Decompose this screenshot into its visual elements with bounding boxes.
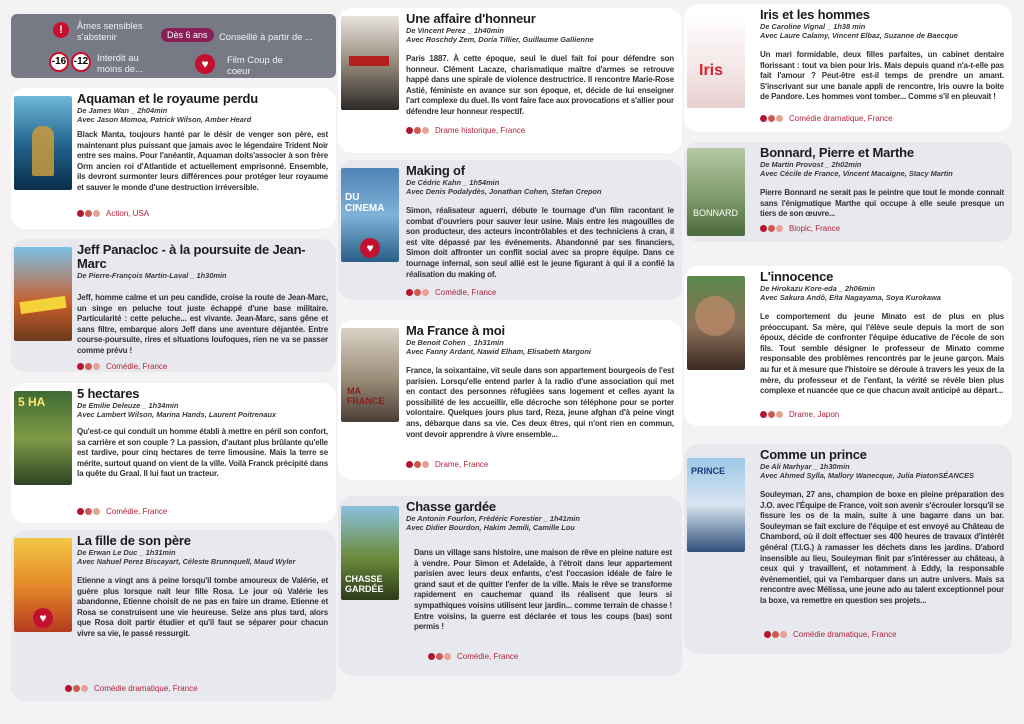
- genre-row: [760, 224, 840, 233]
- rating-dots: [65, 685, 88, 692]
- legend-sensitive: Âmes sensibles s'abstenir: [77, 20, 143, 42]
- movie-genre: Comédie, France: [106, 507, 168, 516]
- movie-title: Bonnard, Pierre et Marthe: [760, 145, 914, 160]
- rating-dots: [77, 363, 100, 370]
- movie-cast: Avec Sakura Andô, Eita Nagayama, Soya Kurokawa: [760, 293, 941, 302]
- genre-row: [65, 684, 198, 693]
- movie-synopsis: Le comportement du jeune Minato est de plus en plus préoccupant. Sa mère, qui l'élève seule depuis la mort de son époux, décide de confronter l'équipe éducative de l'école de son fils. Tout semble désigner le professeur de Minato comme responsable des problèmes rencontrés par le jeune garçon. Mais au fur et à mesure que l'histoire se déroule à travers les yeux de la mère, du professeur et de l'enfant, la vérité se révèle bien plus complexe et nuancée que ce que chacun avait anticipé au départ...: [760, 312, 1004, 396]
- movie-synopsis: Qu'est-ce qui conduit un homme établi à mettre en péril son confort, sa carrière et son couple ? La passion, d'autant plus brûlante qu'elle est tardive, pour cinq hectares de terre limousine. Mais la terre se mérite, surtout quand on vient de la ville. Voilà Franck précipité dans la quête du Graal. Il lui faut un tracteur.: [77, 427, 328, 479]
- movie-genre: Drame, France: [435, 460, 489, 469]
- movie-card[interactable]: [338, 496, 682, 676]
- movie-cast: Avec Fanny Ardant, Nawid Elham, Elisabeth Margoni: [406, 347, 591, 356]
- poster-image: Iris: [687, 14, 745, 108]
- age-12-badge: -12: [71, 52, 91, 72]
- movie-card[interactable]: [11, 383, 336, 523]
- movie-title: 5 hectares: [77, 386, 140, 401]
- rating-dots: [760, 411, 783, 418]
- movie-card[interactable]: [11, 88, 336, 229]
- poster-image: [341, 16, 399, 110]
- movie-synopsis: Simon, réalisateur aguerri, débute le tournage d'un film racontant le combat d'ouvriers pour sauver leur usine. Mais entre les magouilles de son producteur, des acteurs incontrôlables et des techniciens à cran, il est vite dépassé par les événements. Abandonné par ses financiers, Simon doit affronter un conflit social avec sa propre équipe. Dans ce tournage infernal, son seul allié est le jeune figurant à qui il a confié la réalisation du making of.: [406, 206, 674, 279]
- genre-row: [764, 630, 897, 639]
- movie-card[interactable]: [684, 142, 1012, 242]
- movie-title: Making of: [406, 163, 465, 178]
- movie-synopsis: France, la soixantaine, vit seule dans son appartement bourgeois de l'est parisien. Lorsqu'elle entend parler à la radio d'une association qui met en contact des personnes réfugiées sans logement et celles ayant la possibilité de les accueillir, elle décroche son téléphone pour se porter volontaire. Quelques jours plus tard, Reza, jeune afghan d'à peine vingt ans, débarque dans sa vie. Ces deux êtres, qui n'ont rien en commun, vont devoir apprendre à vivre ensemble...: [406, 366, 674, 439]
- movie-card[interactable]: [11, 530, 336, 701]
- movie-card[interactable]: [11, 239, 336, 372]
- movie-title: L'innocence: [760, 269, 834, 284]
- poster-image: CHASSE GARDÉE: [341, 506, 399, 600]
- movie-director: De James Wan _ 2h04min: [77, 106, 168, 115]
- poster-image: [14, 538, 72, 632]
- movie-cast: Avec Lambert Wilson, Marina Hands, Laurent Poitrenaux: [77, 410, 277, 419]
- movie-synopsis: Pierre Bonnard ne serait pas le peintre que tout le monde connait sans l'énigmatique Marthe qui occupe à elle seule presque un tiers de son œuvre...: [760, 188, 1004, 219]
- poster-image: BONNARD: [687, 148, 745, 236]
- movie-synopsis: Un mari formidable, deux filles parfaites, un cabinet dentaire florissant : tout va bien pour Iris. Mais depuis quand n'a-t-elle pas fait l'amour ? Peut-être est-il temps de prendre un amant. S'inscrivant sur une banale appli de rencontre, Iris ouvre la boite de Pandore. Les hommes vont tomber... Comme s'il en pleuvait !: [760, 50, 1004, 102]
- age-16-badge: -16: [49, 52, 69, 72]
- rating-dots: [428, 653, 451, 660]
- movie-genre: Comédie, France: [106, 362, 168, 371]
- movie-cast: Avec Jason Momoa, Patrick Wilson, Amber Heard: [77, 115, 252, 124]
- movie-synopsis: Jeff, homme calme et un peu candide, croise la route de Jean-Marc, un singe en peluche tout juste échappé d'une base militaire. Particularité : cette peluche... est vivante. Jean-Marc, sans gêne et sans filtre, embarque alors Jeff dans une aventure déjantée. Entre course-poursuite, rires et situations loufoques, rien ne va se passer comme prévu !: [77, 293, 328, 355]
- genre-row: [428, 652, 518, 661]
- movie-card[interactable]: [338, 8, 682, 153]
- movie-genre: Biopic, France: [789, 224, 841, 233]
- movie-synopsis: Dans un village sans histoire, une maison de rêve en pleine nature est à vendre. Pour Simon et Adelaïde, à l'étroit dans leur appartement parisien avec leurs deux enfants, c'est l'occasion idéale de faire le grand saut et de quitter l'enfer de la ville. Mais le rêve se transforme rapidement en cauchemar quand ils réalisent que leurs si sympathiques voisins utilisent leur jardin... comme terrain de chasse ! Entre voisins, la guerre est déclarée et tous les coups (bas) sont permis !: [414, 548, 672, 632]
- poster-image: [14, 96, 72, 190]
- genre-row: [406, 288, 496, 297]
- movie-card[interactable]: [684, 444, 1012, 654]
- movie-director: De Vincent Perez _ 1h40min: [406, 26, 504, 35]
- movie-title: Une affaire d'honneur: [406, 11, 536, 26]
- genre-row: [77, 507, 167, 516]
- poster-image: PRINCE: [687, 458, 745, 552]
- legend-box: [11, 14, 336, 78]
- movie-director: De Cédric Kahn _ 1h54min: [406, 178, 500, 187]
- movie-genre: Comédie, France: [457, 652, 519, 661]
- movie-director: De Martin Provost _ 2h02min: [760, 160, 862, 169]
- movie-cast: Avec Didier Bourdon, Hakim Jemili, Camille Lou: [406, 523, 575, 532]
- movie-cast: Avec Denis Podalydès, Jonathan Cohen, Stefan Crepon: [406, 187, 602, 196]
- movie-synopsis: Souleyman, 27 ans, champion de boxe en pleine préparation des J.O. avec l'Équipe de France, voit son avenir s'écrouler lorsqu'il se fissure les os de la main, suite à une bagarre dans un bar. Souleyman se fait exclure de l'équipe et est envoyé au Château de Chambord, où il doit effectuer ses 400 heures de travaux d'intérêt général (T.I.G.) à ramasser les déchets dans les jardins. D'abord insensible au lieu, Souleyman finit par s'intéresser au château, à ceux qui y travaillent, et notamment à Eddy, la responsable événementiel, qui va l'embarquer dans un autre univers. Mais sa rencontre avec Mélissa, une jeune ado au talent exceptionnel pour la boxe, va remettre en question ses projets...: [760, 490, 1004, 605]
- movie-title: La fille de son père: [77, 533, 191, 548]
- movie-genre: Comédie dramatique, France: [793, 630, 897, 639]
- poster-image: [14, 247, 72, 341]
- movie-title: Aquaman et le royaume perdu: [77, 91, 258, 106]
- movie-genre: Comédie, France: [435, 288, 497, 297]
- poster-image: DU CINEMA ♥: [341, 168, 399, 262]
- rating-dots: [406, 289, 429, 296]
- exclamation-icon: !: [53, 22, 69, 38]
- rating-dots: [406, 461, 429, 468]
- movie-genre: Drame historique, France: [435, 126, 526, 135]
- genre-row: [77, 209, 149, 218]
- movie-cast: Avec Laure Calamy, Vincent Elbaz, Suzanne de Baecque: [760, 31, 958, 40]
- movie-cast: Avec Ahmed Sylla, Mallory Wanecque, Julia PiatonSÉANCES: [760, 471, 974, 480]
- movie-director: De Antonin Fourlon, Frédéric Forestier _ 1h41min: [406, 514, 580, 523]
- rating-dots: [760, 115, 783, 122]
- movie-title: Jeff Panacloc - à la poursuite de Jean-Marc: [77, 242, 306, 271]
- movie-director: De Pierre-François Martin-Laval _ 1h30min: [77, 271, 227, 280]
- movie-card[interactable]: [684, 4, 1012, 132]
- movie-director: De Erwan Le Duc _ 1h31min: [77, 548, 176, 557]
- legend-advised: Conseillé à partir de ...: [219, 31, 313, 42]
- poster-image: [687, 276, 745, 370]
- movie-genre: Drame, Japon: [789, 410, 840, 419]
- movie-title: Ma France à moi: [406, 323, 505, 338]
- movie-cast: Avec Cécile de France, Vincent Macaigne, Stacy Martin: [760, 169, 953, 178]
- poster-image: MA FRANCE: [341, 328, 399, 422]
- heart-icon: ♥: [360, 238, 380, 258]
- rating-dots: [764, 631, 787, 638]
- movie-cast: Avec Nahuel Perez Biscayart, Céleste Brunnquell, Maud Wyler: [77, 557, 296, 566]
- movie-synopsis: Etienne a vingt ans à peine lorsqu'il tombe amoureux de Valérie, et guère plus lorsque naît leur fille Rosa. Le jour où Valérie les abandonne, Etienne choisit de ne pas en faire un drame. Etienne et Rosa se construisent une vie heureuse. Seize ans plus tard, alors que Rosa doit partir étudier et qu'il faut se séparer pour chacun vivre sa vie, le passé ressurgit.: [77, 576, 328, 638]
- rating-dots: [406, 127, 429, 134]
- movie-title: Iris et les hommes: [760, 7, 870, 22]
- genre-row: [406, 460, 488, 469]
- movie-card[interactable]: [338, 320, 682, 480]
- legend-heart-label: Film Coup de coeur: [227, 54, 283, 76]
- movie-title: Comme un prince: [760, 447, 867, 462]
- movie-director: De Caroline Vignal _ 1h38 min: [760, 22, 866, 31]
- legend-age6-badge: Dès 6 ans: [161, 28, 214, 42]
- rating-dots: [77, 210, 100, 217]
- movie-director: De Benoit Cohen _ 1h31min: [406, 338, 504, 347]
- movie-title: Chasse gardée: [406, 499, 496, 514]
- rating-dots: [77, 508, 100, 515]
- heart-icon: ♥: [33, 608, 53, 628]
- genre-row: [760, 114, 893, 123]
- movie-director: De Emilie Deleuze _ 1h34min: [77, 401, 179, 410]
- movie-card[interactable]: [684, 266, 1012, 426]
- movie-synopsis: Black Manta, toujours hanté par le désir de venger son père, est maintenant plus puissant que jamais avec le légendaire Trident Noir entre ses mains. Pour l'anéantir, Aquaman doits'associer à son frère Orm ancien roi d'Atlantide et actuellement emprisonné. Ensemble, ils devront surmonter leurs différences pour protéger leur royaume et sauver le monde d'une destruction irréversible.: [77, 130, 328, 192]
- genre-row: [406, 126, 525, 135]
- genre-row: [77, 362, 167, 371]
- movie-card[interactable]: [338, 160, 682, 300]
- heart-icon: ♥: [195, 54, 215, 74]
- poster-image: 5 HA: [14, 391, 72, 485]
- movie-genre: Comédie dramatique, France: [789, 114, 893, 123]
- movie-genre: Comédie dramatique, France: [94, 684, 198, 693]
- movie-genre: Action, USA: [106, 209, 150, 218]
- genre-row: [760, 410, 839, 419]
- rating-dots: [760, 225, 783, 232]
- legend-forbidden: Interdit au moins de...: [97, 52, 143, 74]
- movie-cast: Avec Roschdy Zem, Doria Tillier, Guillaume Gallienne: [406, 35, 594, 44]
- movie-synopsis: Paris 1887. À cette époque, seul le duel fait foi pour défendre son honneur. Clément Lacaze, charismatique maître d'armes se retrouve happé dans une spirale de violence destructrice. Il rencontre Marie-Rose Astié, féministe en avance sur son époque, et, décide de lui enseigner l'art complexe du duel. Ils vont faire face aux provocations et s'allier pour défendre leur honneur respectif.: [406, 54, 674, 116]
- movie-director: De Hirokazu Kore-eda _ 2h06min: [760, 284, 876, 293]
- movie-director: De Ali Marhyar _ 1h30min: [760, 462, 850, 471]
